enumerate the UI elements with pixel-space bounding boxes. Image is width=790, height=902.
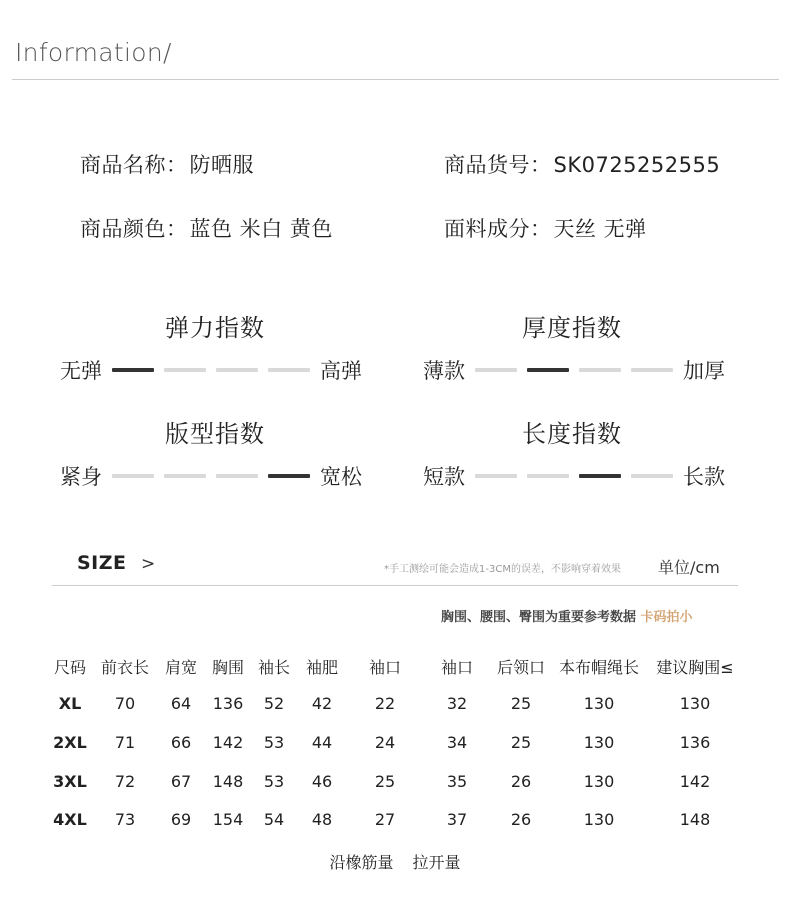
table-cell: 72 (114, 772, 136, 791)
table-cell: 136 (212, 694, 244, 713)
scale-segments (470, 368, 678, 372)
table-cell: 25 (510, 733, 532, 752)
table-cell: 64 (170, 694, 192, 713)
attr-value: 天丝 无弹 (553, 217, 647, 241)
index-title-thickness: 厚度指数 (522, 314, 622, 342)
scale-segment (631, 368, 673, 372)
table-header-cell: 袖长 (257, 658, 291, 677)
scale-left-label: 无弹 (60, 359, 102, 383)
table-cell: 26 (510, 772, 532, 791)
scale-segment-active (112, 368, 154, 372)
index-scale-thickness (423, 355, 725, 385)
table-cell: 154 (212, 810, 244, 829)
table-header-cell: 袖口 (440, 658, 474, 677)
table-cell: 67 (170, 772, 192, 791)
index-scale-fit (60, 461, 362, 491)
reference-note (441, 606, 693, 625)
table-cell: 130 (679, 694, 711, 713)
attr-value: SK0725252555 (553, 153, 721, 177)
footer-item: 拉开量 (412, 853, 461, 872)
table-cell: 130 (583, 694, 615, 713)
table-cell: 136 (679, 733, 711, 752)
scale-segment (527, 474, 569, 478)
attr-value: 防晒服 (189, 153, 254, 177)
scale-left-label: 紧身 (60, 465, 102, 489)
table-cell: 52 (263, 694, 285, 713)
table-cell: 25 (374, 772, 396, 791)
table-cell: 142 (679, 772, 711, 791)
scale-segment (216, 474, 258, 478)
attr-product-code (444, 149, 720, 179)
table-header-cell: 袖肥 (305, 658, 339, 677)
scale-right-label: 宽松 (320, 465, 362, 489)
scale-left-label: 短款 (423, 465, 465, 489)
scale-segment (164, 474, 206, 478)
unit-label: 单位/cm (658, 558, 720, 577)
scale-right-label: 加厚 (683, 359, 725, 383)
table-header-cell: 尺码 (53, 658, 87, 677)
attr-label: 面料成分： (444, 217, 552, 241)
index-scale-length (423, 461, 725, 491)
table-cell: 24 (374, 733, 396, 752)
table-header-cell: 建议胸围≤ (656, 658, 734, 677)
table-cell: 25 (510, 694, 532, 713)
table-cell: 53 (263, 772, 285, 791)
table-cell: 48 (311, 810, 333, 829)
scale-right-label: 长款 (683, 465, 725, 489)
table-cell: 46 (311, 772, 333, 791)
attr-product-name (80, 149, 254, 179)
scale-segment (216, 368, 258, 372)
table-size-cell: 3XL (53, 772, 87, 791)
reference-note-text: 胸围、腰围、臀围为重要参考数据 (441, 610, 637, 625)
scale-segment (475, 368, 517, 372)
table-cell: 27 (374, 810, 396, 829)
table-cell: 130 (583, 772, 615, 791)
table-size-cell: 2XL (53, 733, 87, 752)
table-cell: 130 (583, 733, 615, 752)
scale-left-label: 薄款 (423, 359, 465, 383)
table-cell: 71 (114, 733, 136, 752)
table-cell: 37 (446, 810, 468, 829)
table-cell: 142 (212, 733, 244, 752)
table-cell: 148 (212, 772, 244, 791)
info-title: Information/ (15, 38, 172, 67)
scale-segments (107, 368, 315, 372)
table-size-cell: XL (58, 694, 82, 713)
table-cell: 148 (679, 810, 711, 829)
size-divider (52, 585, 738, 586)
scale-segment (164, 368, 206, 372)
table-cell: 66 (170, 733, 192, 752)
chevron-right-icon: > (141, 554, 156, 574)
attr-product-color (80, 213, 333, 243)
scale-segment (112, 474, 154, 478)
table-cell: 54 (263, 810, 285, 829)
attr-label: 商品货号： (444, 153, 552, 177)
table-size-cell: 4XL (53, 810, 87, 829)
scale-segment (268, 368, 310, 372)
scale-segment (579, 368, 621, 372)
table-cell: 70 (114, 694, 136, 713)
scale-segments (470, 474, 678, 478)
index-title-fit: 版型指数 (165, 420, 265, 448)
table-cell: 130 (583, 810, 615, 829)
size-disclaimer: *手工测绘可能会造成1-3CM的误差，不影响穿着效果 (384, 564, 621, 575)
scale-segments (107, 474, 315, 478)
reference-note-highlight: 卡码拍小 (640, 610, 693, 625)
table-cell: 32 (446, 694, 468, 713)
scale-right-label: 高弹 (320, 359, 362, 383)
size-title: SIZE (77, 552, 127, 574)
attr-label: 商品颜色： (80, 217, 188, 241)
table-header-cell: 本布帽绳长 (558, 658, 640, 677)
table-cell: 42 (311, 694, 333, 713)
footer-item: 沿橡筋量 (329, 853, 394, 872)
table-header-cell: 肩宽 (164, 658, 198, 677)
scale-segment-active (527, 368, 569, 372)
table-cell: 26 (510, 810, 532, 829)
table-cell: 35 (446, 772, 468, 791)
index-title-length: 长度指数 (522, 420, 622, 448)
table-header-cell: 前衣长 (100, 658, 150, 677)
index-scale-elasticity (60, 355, 362, 385)
scale-segment (631, 474, 673, 478)
table-cell: 22 (374, 694, 396, 713)
attr-fabric (444, 213, 647, 243)
index-title-elasticity: 弹力指数 (165, 314, 265, 342)
scale-segment (475, 474, 517, 478)
footer-notes (0, 850, 790, 873)
table-header-cell: 胸围 (211, 658, 245, 677)
table-cell: 69 (170, 810, 192, 829)
table-cell: 34 (446, 733, 468, 752)
scale-segment-active (268, 474, 310, 478)
info-divider (12, 79, 779, 80)
table-cell: 53 (263, 733, 285, 752)
attr-label: 商品名称： (80, 153, 188, 177)
attr-value: 蓝色 米白 黄色 (189, 217, 333, 241)
table-cell: 44 (311, 733, 333, 752)
table-header-cell: 后领口 (496, 658, 546, 677)
scale-segment-active (579, 474, 621, 478)
table-header-cell: 袖口 (368, 658, 402, 677)
table-cell: 73 (114, 810, 136, 829)
